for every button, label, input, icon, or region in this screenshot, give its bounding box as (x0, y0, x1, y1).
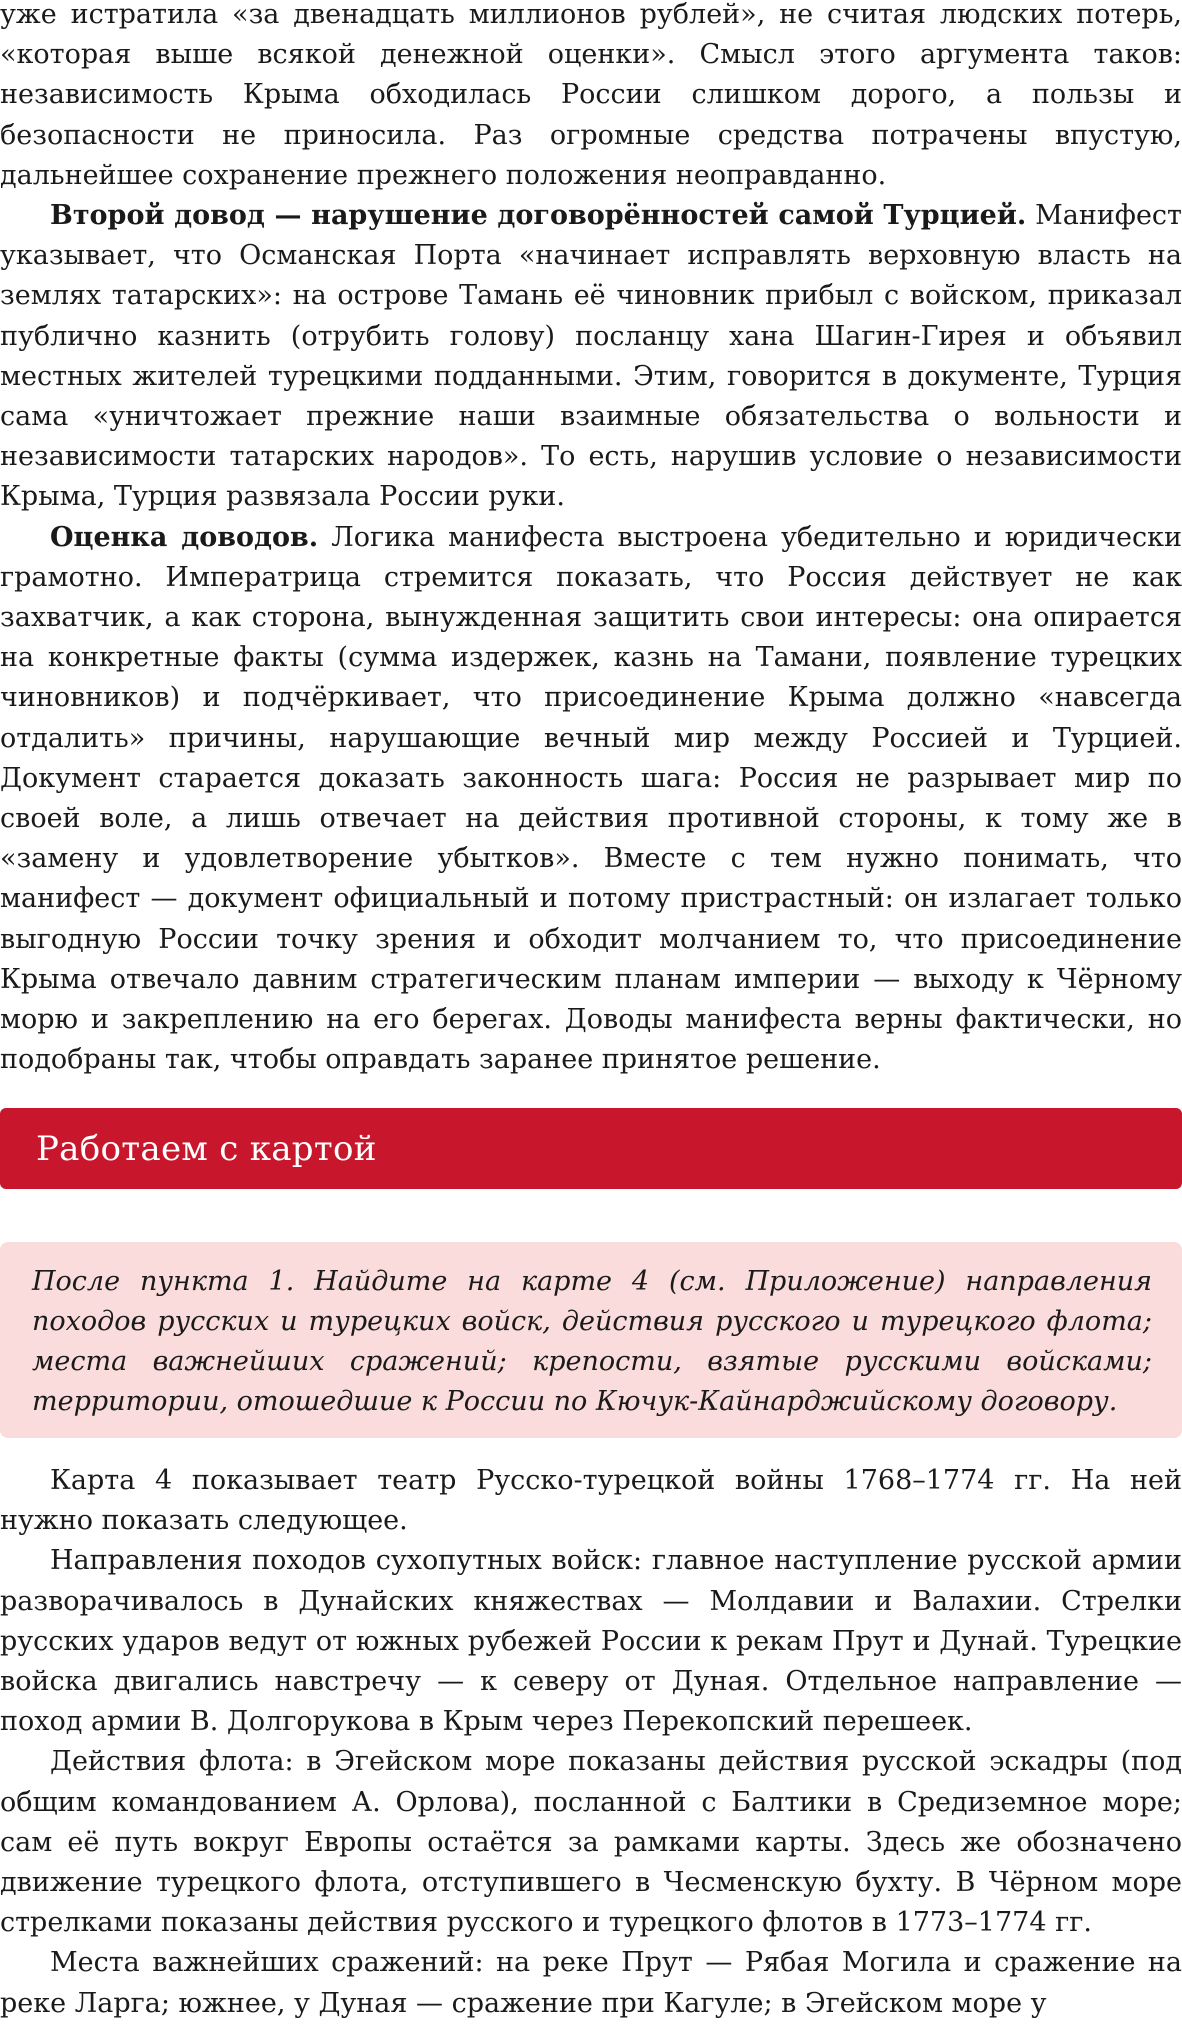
paragraph-land-campaigns (0, 1541, 1182, 1742)
paragraph-lead: Оценка доводов. (50, 521, 319, 553)
paragraph-text: Манифест указывает, что Османская Порта «начинает исправлять верховную власть на землях татарских»: на острове Тамань её чиновник прибыл с войском, приказал публично казнить (отрубить голову) посланцу хана Шагин-Гирея и объявил местных жителей турецкими подданными. Этим, говорится в документе, Турция сама «уничтожает прежние наши взаимные обязательства о вольности и независимости татарских народов». То есть, нарушив условие о независимости Крыма, Турция развязала России руки. (0, 200, 1182, 513)
paragraph-text: Логика манифеста выстроена убедительно и юридически грамотно. Императрица стремится показать, что Россия действует не как захватчик, а как сторона, вынужденная защитить свои интересы: она опирается на конкретные факты (сумма издержек, казнь на Тамани, появление турецких чиновников) и подчёркивает, что присоединение Крыма должно «навсегда отдалить» причины, нарушающие вечный мир между Россией и Турцией. Документ старается доказать законность шага: Россия не разрывает мир по своей воле, а лишь отвечает на действия противной стороны, к тому же в «замену и удовлетворение убытков». Вместе с тем нужно понимать, что манифест — документ официальный и потому пристрастный: он излагает только выгодную России точку зрения и обходит молчанием то, что присоединение Крыма отвечало давним стратегическим планам империи — выходу к Чёрному морю и закреплению на его берегах. Доводы манифеста верны фактически, но подобраны так, чтобы оправдать заранее принятое решение. (0, 521, 1182, 1076)
paragraph-text: уже истратила «за двенадцать миллионов рублей», не считая людских потерь, «которая выше всякой денежной оценки». Смысл этого аргумента таков: независимость Крыма обходилась России слишком дорого, а пользы и безопасности не приносила. Раз огромные средства потрачены впустую, дальнейшее сохранение прежнего положения неоправданно. (0, 0, 1182, 191)
task-box (0, 1242, 1182, 1438)
paragraph-battles (0, 1943, 1182, 2023)
paragraph-fleet-actions (0, 1742, 1182, 1943)
section-banner (0, 1108, 1182, 1189)
paragraph-map-intro (0, 1461, 1182, 1541)
paragraph-evaluation (0, 518, 1182, 1081)
paragraph-cost-argument (0, 0, 1182, 196)
task-text: После пункта 1. Найдите на карте 4 (см. Приложение) направления походов русских и турецких войск, действия русского и турецкого флота; места важнейших сражений; крепости, взятые русскими войсками; территории, отошедшие к России по Кючук-Кайнарджийскому договору. (32, 1266, 1152, 1417)
map-answer-section (0, 1461, 1182, 2024)
paragraph-text: Карта 4 показывает театр Русско-турецкой войны 1768–1774 гг. На ней нужно показать следующее. (0, 1465, 1182, 1537)
paragraph-text: Места важнейших сражений: на реке Прут — Рябая Могила и сражение на реке Ларга; южнее, у Дуная — сражение при Кагуле; в Эгейском море у (0, 1947, 1182, 2019)
paragraph-second-argument (0, 196, 1182, 518)
paragraph-text: Направления походов сухопутных войск: главное наступление русской армии разворачивалось в Дунайских княжествах — Молдавии и Валахии. Стрелки русских ударов ведут от южных рубежей России к рекам Прут и Дунай. Турецкие войска двигались навстречу — к северу от Дуная. Отдельное направление — поход армии В. Долгорукова в Крым через Перекопский перешеек. (0, 1545, 1182, 1738)
paragraph-text: Действия флота: в Эгейском море показаны действия русской эскадры (под общим командованием А. Орлова), посланной с Балтики в Средиземное море; сам её путь вокруг Европы остаётся за рамками карты. Здесь же обозначено движение турецкого флота, отступившего в Чесменскую бухту. В Чёрном море стрелками показаны действия русского и турецкого флотов в 1773–1774 гг. (0, 1746, 1182, 1939)
paragraph-lead: Второй довод — нарушение договорённостей самой Турцией. (50, 200, 1027, 232)
banner-title: Работаем с картой (36, 1128, 377, 1169)
